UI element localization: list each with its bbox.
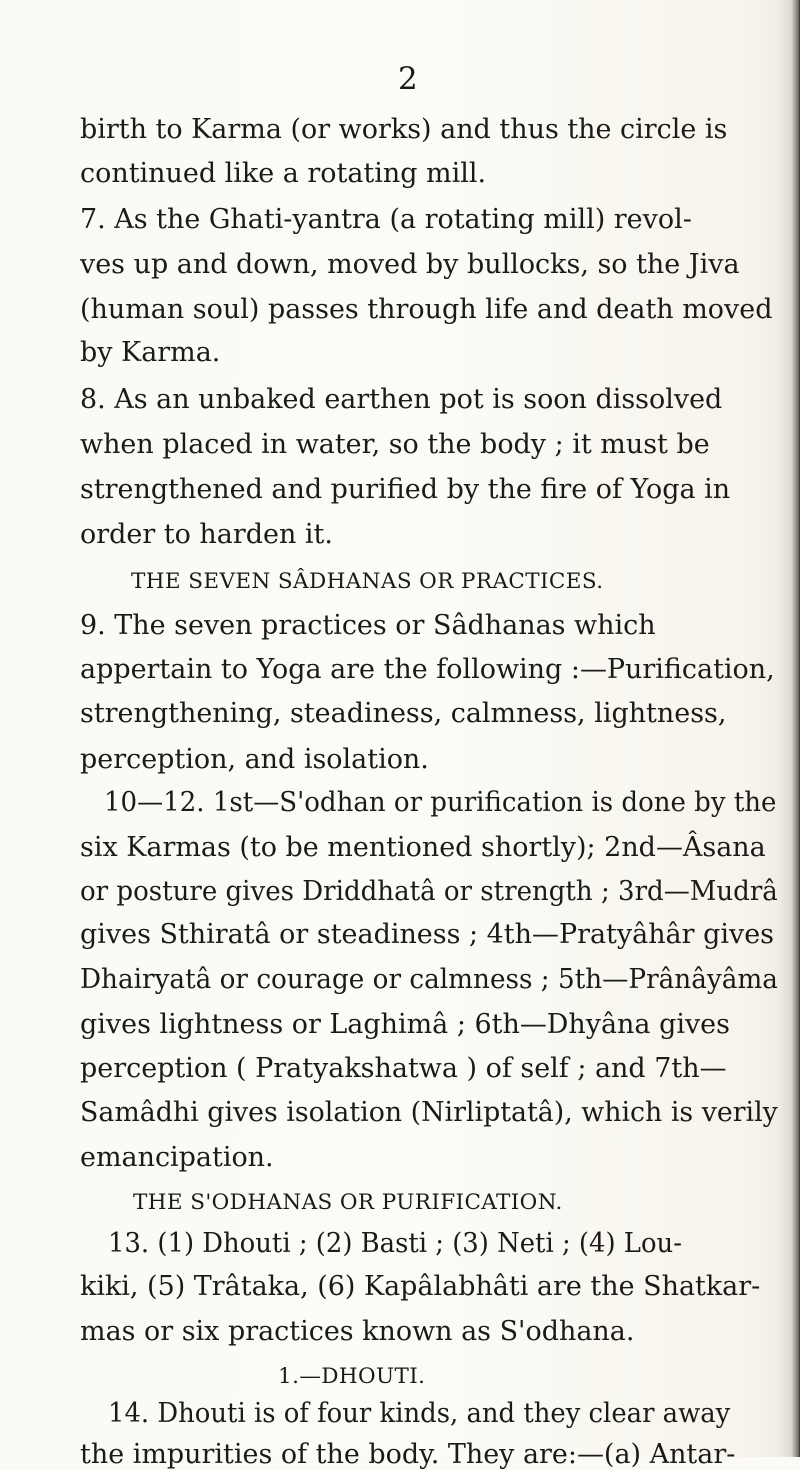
text-line: birth to Karma (or works) and thus the circle is [80,113,728,145]
page-edge-shadow [778,0,800,1457]
text-line: appertain to Yoga are the following :—Purification, [80,653,775,685]
text-line: gives Sthiratâ or steadiness ; 4th—Pratyâhâr gives [80,918,774,950]
text-line: or posture gives Driddhatâ or strength ; 3rd—Mudrâ [80,875,778,907]
text-line: continued like a rotating mill. [80,157,487,189]
text-line: 13. (1) Dhouti ; (2) Basti ; (3) Neti ; (4) Lou- [108,1227,682,1259]
text-line: by Karma. [80,336,221,368]
text-line: perception ( Pratyakshatwa ) of self ; and 7th— [80,1052,727,1084]
text-line: when placed in water, so the body ; it must be [80,428,710,460]
text-line: strengthened and purified by the fire of Yoga in [80,473,731,505]
text-line: Samâdhi gives isolation (Nirliptatâ), which is verily [80,1096,778,1128]
text-line: kiki, (5) Trâtaka, (6) Kapâlabhâti are the Shatkar- [80,1270,761,1302]
text-line: the impurities of the body. They are:—(a) Antar- [80,1438,736,1470]
text-line: ves up and down, moved by bullocks, so the Jiva [80,248,740,280]
text-line: emancipation. [80,1141,274,1173]
text-line: 8. As an unbaked earthen pot is soon dissolved [80,383,723,415]
text-line: 9. The seven practices or Sâdhanas which [80,609,656,641]
page-number: 2 [398,61,418,97]
text-line: six Karmas (to be mentioned shortly); 2nd—Âsana [80,831,766,863]
text-line: 14. Dhouti is of four kinds, and they clear away [108,1397,731,1429]
subsection-heading: 1.—DHOUTI. [278,1364,426,1389]
text-line: strengthening, steadiness, calmness, lightness, [80,697,727,729]
text-line: Dhairyatâ or courage or calmness ; 5th—Prânâyâma [80,963,778,995]
text-line: gives lightness or Laghimâ ; 6th—Dhyâna gives [80,1008,730,1040]
section-heading: THE SEVEN SÂDHANAS OR PRACTICES. [131,569,604,594]
text-line: 7. As the Ghati-yantra (a rotating mill) revol- [80,203,692,235]
section-heading: THE S'ODHANAS OR PURIFICATION. [133,1190,563,1215]
text-line: mas or six practices known as S'odhana. [80,1315,635,1347]
text-line: (human soul) passes through life and death moved [80,293,773,325]
text-line: 10—12. 1st—S'odhan or purification is done by the [104,786,777,818]
text-line: order to harden it. [80,518,333,550]
text-line: perception, and isolation. [80,743,429,775]
